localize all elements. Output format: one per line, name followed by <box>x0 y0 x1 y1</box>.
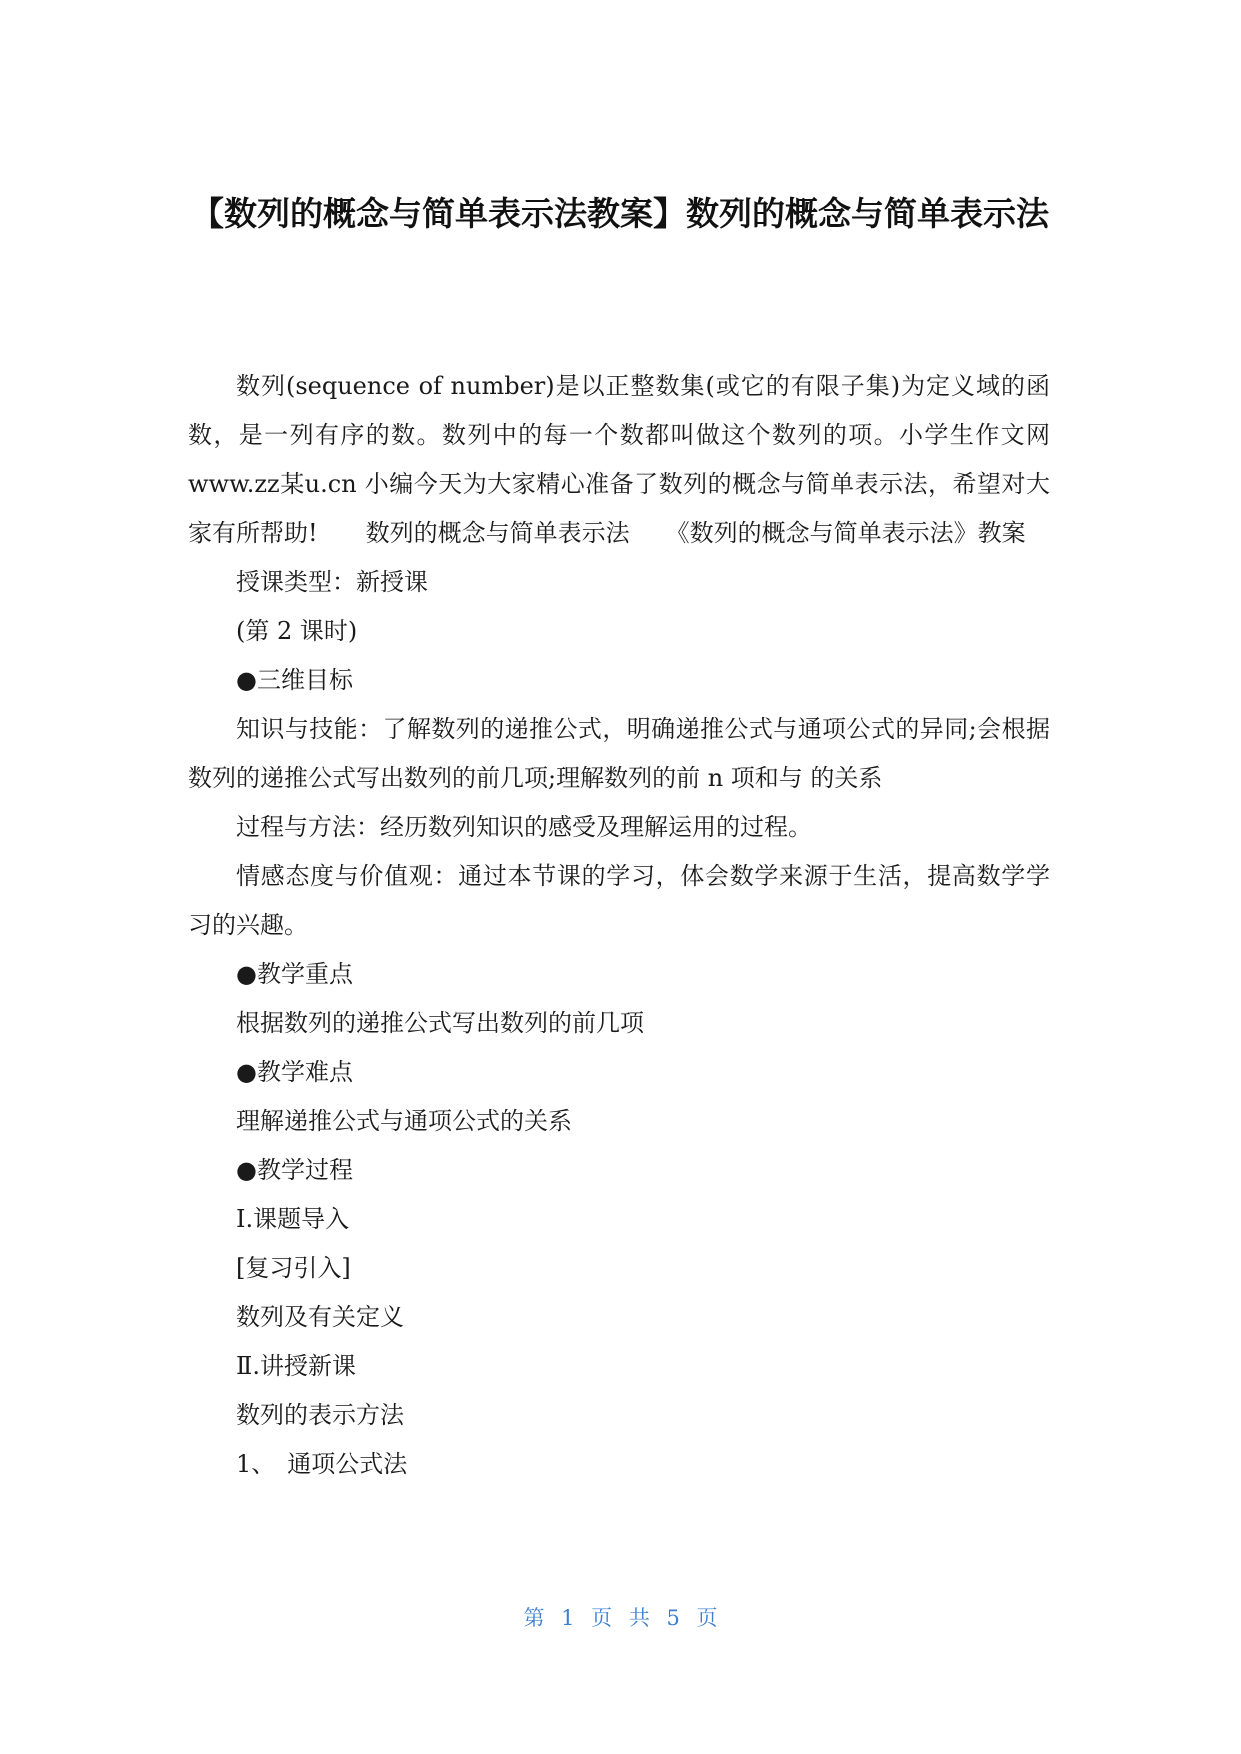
goal-emotion-values: 情感态度与价值观：通过本节课的学习，体会数学来源于生活，提高数学学习的兴趣。 <box>188 862 1050 939</box>
general-term-formula-method: 1、 通项公式法 <box>236 1450 408 1478</box>
heading-teaching-process: ●教学过程 <box>236 1156 353 1184</box>
heading-teaching-focus: ●教学重点 <box>236 960 353 988</box>
page-number-footer: 第 1 页 共 5 页 <box>523 1606 718 1630</box>
document-title: 【数列的概念与简单表示法教案】数列的概念与简单表示法 <box>191 194 1049 233</box>
lesson-type: 授课类型：新授课 <box>236 568 428 596</box>
section-new-lesson: Ⅱ.讲授新课 <box>236 1352 356 1380</box>
goal-process-methods: 过程与方法：经历数列知识的感受及理解运用的过程。 <box>236 813 812 841</box>
heading-teaching-difficulty: ●教学难点 <box>236 1058 353 1086</box>
sequence-representation-methods: 数列的表示方法 <box>236 1401 404 1429</box>
document-body <box>188 362 1050 1489</box>
teaching-difficulty-text: 理解递推公式与通项公式的关系 <box>236 1107 572 1135</box>
intro-paragraph: 数列(sequence of number)是以正整数集(或它的有限子集)为定义域的函数，是一列有序的数。数列中的每一个数都叫做这个数列的项。小学生作文网www.zz某u.cn 小编今天为大家精心准备了数列的概念与简单表示法，希望对大家有所帮助! 数列的概念与简单表示法 《数列的概念与简单表示法》教案 <box>188 372 1050 547</box>
lesson-period: (第 2 课时) <box>236 617 358 645</box>
heading-three-dimensional-goals: ●三维目标 <box>236 666 353 694</box>
goal-knowledge-skills: 知识与技能：了解数列的递推公式，明确递推公式与通项公式的异同;会根据数列的递推公式写出数列的前几项;理解数列的前 n 项和与 的关系 <box>188 715 1050 792</box>
review-introduction: [复习引入] <box>236 1254 351 1282</box>
sequence-definitions: 数列及有关定义 <box>236 1303 404 1331</box>
teaching-focus-text: 根据数列的递推公式写出数列的前几项 <box>236 1009 644 1037</box>
section-topic-introduction: Ⅰ.课题导入 <box>236 1205 350 1233</box>
